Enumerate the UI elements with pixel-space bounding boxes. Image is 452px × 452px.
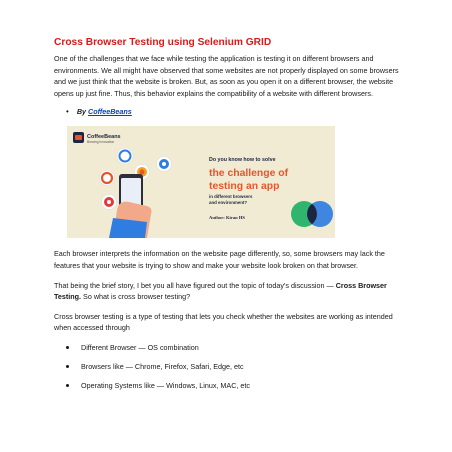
article-banner-image: [67, 126, 335, 238]
list-item: Browsers like — Chrome, Firefox, Safari, Edge, etc: [66, 361, 400, 372]
testing-scope-list: [54, 342, 400, 391]
logo-name: CoffeeBeans: [87, 134, 121, 141]
banner-subline2: and environment?: [209, 200, 248, 206]
banner-headline-line2: testing an app: [209, 181, 280, 193]
intro-paragraph: One of the challenges that we face while testing the application is testing it on different browsers and environments. We all might have observed that some websites are not properly displayed on some browsers and we just think that the website is broken. But, as soon as you open it on a different browser, the website opens up just fine. Thus, this behavior explains the compatibility of a website with different browsers.: [54, 54, 399, 98]
overlap-circles-graphic: [291, 201, 333, 227]
topic-paragraph: That being the brief story, I bet you all have figured out the topic of today's discussion — Cross Browser Testing. So what is cross browser testing?: [54, 280, 387, 302]
banner-question: Do you know how to solve: [209, 157, 276, 164]
list-item: Operating Systems like — Windows, Linux, MAC, etc: [66, 380, 400, 391]
browser-interpretation-paragraph: Each browser interprets the information on the website page differently, so, some browsers may lack the features that your website is trying to show and make your website look broken on that browser.: [54, 249, 385, 270]
banner-headline-line1: the challenge of: [209, 168, 289, 180]
banner-illustration: [67, 126, 335, 238]
page-title: Cross Browser Testing using Selenium GRID: [54, 37, 272, 48]
byline-text: [77, 106, 132, 117]
definition-paragraph: Cross browser testing is a type of testing that lets you check whether the websites are working as intended when accessed through: [54, 311, 393, 333]
banner-subline1: in different browsers: [209, 194, 253, 200]
bullet-icon: [66, 346, 69, 349]
author-link[interactable]: CoffeeBeans: [88, 107, 132, 117]
coffeebeans-logo: [73, 132, 121, 144]
bullet-icon: [66, 384, 69, 387]
list-item: Different Browser — OS combination: [66, 342, 400, 353]
byline-prefix: By: [76, 107, 88, 117]
banner-author: Author: Kiran HS: [209, 215, 245, 221]
topic-bold: Cross Browser Testing.: [54, 280, 387, 302]
byline: [66, 106, 400, 117]
logo-tagline: Brewing Innovation: [87, 140, 115, 145]
bullet-icon: [66, 365, 69, 368]
bullet-icon: •: [66, 106, 69, 116]
